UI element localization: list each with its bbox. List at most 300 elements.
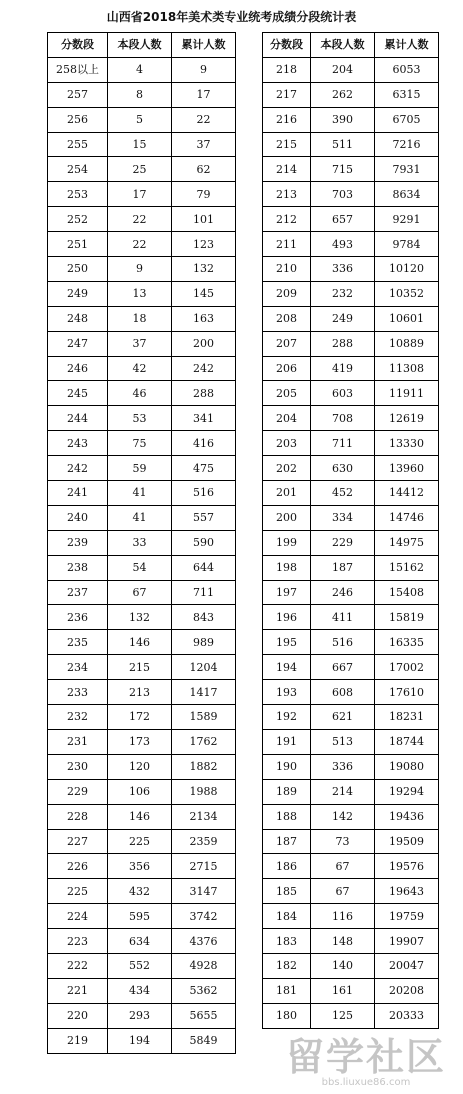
cell-score-range: 203 [263,431,311,456]
cell-cumulative-count: 2359 [172,829,236,854]
cell-segment-count: 125 [311,1003,375,1028]
cell-segment-count: 22 [108,232,172,257]
cell-score-range: 226 [48,854,108,879]
cell-score-range: 231 [48,729,108,754]
table-row [48,829,236,854]
cell-score-range: 223 [48,929,108,954]
cell-cumulative-count: 200 [172,331,236,356]
cell-score-range: 221 [48,978,108,1003]
table-row [48,729,236,754]
table-row [263,381,439,406]
cell-score-range: 212 [263,207,311,232]
cell-cumulative-count: 1988 [172,779,236,804]
cell-cumulative-count: 341 [172,406,236,431]
table-row [263,207,439,232]
table-row [48,481,236,506]
cell-cumulative-count: 416 [172,431,236,456]
table-row [48,680,236,705]
cell-cumulative-count: 711 [172,580,236,605]
cell-score-range: 224 [48,904,108,929]
cell-cumulative-count: 17002 [375,655,439,680]
cell-cumulative-count: 14412 [375,481,439,506]
cell-segment-count: 67 [311,854,375,879]
cell-cumulative-count: 19643 [375,879,439,904]
cell-score-range: 194 [263,655,311,680]
cell-segment-count: 215 [108,655,172,680]
cell-score-range: 220 [48,1003,108,1028]
table-row [48,1028,236,1053]
table-row [48,356,236,381]
table-row [48,431,236,456]
header-segment-count: 本段人数 [311,33,375,58]
cell-cumulative-count: 1762 [172,729,236,754]
cell-cumulative-count: 5362 [172,978,236,1003]
cell-segment-count: 232 [311,281,375,306]
cell-segment-count: 17 [108,182,172,207]
cell-score-range: 228 [48,804,108,829]
header-score-range: 分数段 [48,33,108,58]
table-row [263,605,439,630]
cell-score-range: 208 [263,306,311,331]
cell-score-range: 215 [263,132,311,157]
table-row [263,232,439,257]
cell-score-range: 239 [48,530,108,555]
table-header-row [48,33,236,58]
cell-cumulative-count: 1204 [172,655,236,680]
table-row [263,953,439,978]
cell-cumulative-count: 17 [172,82,236,107]
cell-cumulative-count: 644 [172,555,236,580]
cell-segment-count: 146 [108,630,172,655]
table-row [48,904,236,929]
table-row [263,630,439,655]
table-row [263,754,439,779]
cell-score-range: 229 [48,779,108,804]
cell-segment-count: 336 [311,754,375,779]
table-row [263,281,439,306]
cell-score-range: 253 [48,182,108,207]
cell-score-range: 252 [48,207,108,232]
table-row [48,207,236,232]
cell-cumulative-count: 9 [172,57,236,82]
cell-score-range: 232 [48,705,108,730]
cell-segment-count: 120 [108,754,172,779]
cell-segment-count: 334 [311,505,375,530]
cell-score-range: 199 [263,530,311,555]
cell-segment-count: 703 [311,182,375,207]
cell-segment-count: 634 [108,929,172,954]
cell-cumulative-count: 12619 [375,406,439,431]
cell-segment-count: 33 [108,530,172,555]
cell-cumulative-count: 19294 [375,779,439,804]
cell-segment-count: 67 [108,580,172,605]
cell-score-range: 184 [263,904,311,929]
cell-cumulative-count: 16335 [375,630,439,655]
cell-score-range: 210 [263,257,311,282]
cell-cumulative-count: 11308 [375,356,439,381]
cell-segment-count: 657 [311,207,375,232]
cell-cumulative-count: 18231 [375,705,439,730]
cell-segment-count: 161 [311,978,375,1003]
cell-segment-count: 106 [108,779,172,804]
cell-cumulative-count: 989 [172,630,236,655]
cell-segment-count: 53 [108,406,172,431]
table-row [48,580,236,605]
cell-segment-count: 516 [311,630,375,655]
cell-cumulative-count: 79 [172,182,236,207]
cell-cumulative-count: 20333 [375,1003,439,1028]
cell-score-range: 209 [263,281,311,306]
cell-score-range: 195 [263,630,311,655]
table-row [48,406,236,431]
cell-segment-count: 142 [311,804,375,829]
cell-segment-count: 213 [108,680,172,705]
watermark [281,1026,451,1088]
cell-cumulative-count: 7931 [375,157,439,182]
score-table-left [47,32,236,1054]
table-row [263,580,439,605]
cell-segment-count: 262 [311,82,375,107]
table-row [48,804,236,829]
cell-segment-count: 229 [311,530,375,555]
table-row [263,555,439,580]
cell-cumulative-count: 6705 [375,107,439,132]
table-row [263,1003,439,1028]
cell-score-range: 248 [48,306,108,331]
cell-segment-count: 25 [108,157,172,182]
cell-cumulative-count: 288 [172,381,236,406]
cell-cumulative-count: 19759 [375,904,439,929]
cell-score-range: 201 [263,481,311,506]
cell-score-range: 227 [48,829,108,854]
cell-cumulative-count: 6315 [375,82,439,107]
cell-segment-count: 214 [311,779,375,804]
cell-segment-count: 204 [311,57,375,82]
cell-cumulative-count: 10120 [375,257,439,282]
table-row [48,705,236,730]
table-row [263,879,439,904]
cell-segment-count: 148 [311,929,375,954]
cell-score-range: 235 [48,630,108,655]
cell-score-range: 256 [48,107,108,132]
table-row [263,929,439,954]
cell-score-range: 197 [263,580,311,605]
cell-segment-count: 194 [108,1028,172,1053]
cell-score-range: 250 [48,257,108,282]
cell-segment-count: 715 [311,157,375,182]
table-row [48,879,236,904]
cell-segment-count: 336 [311,257,375,282]
cell-score-range: 187 [263,829,311,854]
cell-segment-count: 140 [311,953,375,978]
cell-segment-count: 419 [311,356,375,381]
cell-score-range: 185 [263,879,311,904]
cell-segment-count: 41 [108,505,172,530]
cell-segment-count: 5 [108,107,172,132]
cell-segment-count: 708 [311,406,375,431]
cell-segment-count: 225 [108,829,172,854]
cell-score-range: 193 [263,680,311,705]
cell-segment-count: 630 [311,456,375,481]
header-score-range: 分数段 [263,33,311,58]
cell-cumulative-count: 101 [172,207,236,232]
cell-score-range: 241 [48,481,108,506]
watermark-text: 留学社区 [285,1035,446,1079]
cell-cumulative-count: 132 [172,257,236,282]
table-row [263,157,439,182]
cell-score-range: 200 [263,505,311,530]
cell-score-range: 202 [263,456,311,481]
table-row [48,630,236,655]
cell-score-range: 188 [263,804,311,829]
cell-cumulative-count: 18744 [375,729,439,754]
cell-score-range: 249 [48,281,108,306]
table-row [263,356,439,381]
cell-score-range: 244 [48,406,108,431]
table-row [263,306,439,331]
table-body-left [48,57,236,1053]
cell-score-range: 242 [48,456,108,481]
cell-score-range: 207 [263,331,311,356]
cell-cumulative-count: 590 [172,530,236,555]
cell-cumulative-count: 8634 [375,182,439,207]
table-row [48,530,236,555]
table-row [263,107,439,132]
table-row [263,57,439,82]
cell-segment-count: 146 [108,804,172,829]
cell-score-range: 254 [48,157,108,182]
cell-score-range: 219 [48,1028,108,1053]
cell-segment-count: 603 [311,381,375,406]
table-row [263,829,439,854]
cell-cumulative-count: 10601 [375,306,439,331]
cell-score-range: 191 [263,729,311,754]
cell-cumulative-count: 22 [172,107,236,132]
cell-segment-count: 711 [311,431,375,456]
cell-cumulative-count: 4928 [172,953,236,978]
cell-segment-count: 9 [108,257,172,282]
cell-cumulative-count: 4376 [172,929,236,954]
table-row [48,381,236,406]
table-row [48,978,236,1003]
cell-segment-count: 46 [108,381,172,406]
cell-segment-count: 246 [311,580,375,605]
cell-segment-count: 667 [311,655,375,680]
cell-segment-count: 511 [311,132,375,157]
cell-cumulative-count: 1589 [172,705,236,730]
table-row [48,854,236,879]
cell-score-range: 198 [263,555,311,580]
cell-score-range: 213 [263,182,311,207]
table-row [263,456,439,481]
table-row [263,82,439,107]
table-row [48,953,236,978]
cell-segment-count: 67 [311,879,375,904]
table-row [263,978,439,1003]
table-row [48,232,236,257]
cell-segment-count: 22 [108,207,172,232]
cell-cumulative-count: 20047 [375,953,439,978]
cell-segment-count: 493 [311,232,375,257]
table-header-row [263,33,439,58]
cell-score-range: 186 [263,854,311,879]
table-row [263,182,439,207]
cell-cumulative-count: 123 [172,232,236,257]
cell-segment-count: 15 [108,132,172,157]
cell-segment-count: 288 [311,331,375,356]
cell-segment-count: 432 [108,879,172,904]
cell-score-range: 192 [263,705,311,730]
cell-cumulative-count: 1882 [172,754,236,779]
cell-score-range: 214 [263,157,311,182]
table-row [48,257,236,282]
cell-cumulative-count: 843 [172,605,236,630]
table-row [263,132,439,157]
table-row [48,157,236,182]
cell-cumulative-count: 19576 [375,854,439,879]
table-row [48,331,236,356]
cell-cumulative-count: 163 [172,306,236,331]
cell-score-range: 211 [263,232,311,257]
cell-cumulative-count: 62 [172,157,236,182]
table-row [48,456,236,481]
cell-score-range: 237 [48,580,108,605]
cell-segment-count: 621 [311,705,375,730]
cell-score-range: 183 [263,929,311,954]
cell-cumulative-count: 20208 [375,978,439,1003]
page-title: 山西省2018年美术类专业统考成绩分段统计表 [106,10,357,24]
cell-segment-count: 411 [311,605,375,630]
cell-cumulative-count: 2715 [172,854,236,879]
cell-cumulative-count: 17610 [375,680,439,705]
watermark-url: bbs.liuxue86.com [321,1077,411,1088]
table-row [263,505,439,530]
header-cumulative-count: 累计人数 [172,33,236,58]
cell-score-range: 190 [263,754,311,779]
table-row [263,257,439,282]
cell-segment-count: 293 [108,1003,172,1028]
table-row [48,182,236,207]
cell-cumulative-count: 19509 [375,829,439,854]
cell-segment-count: 172 [108,705,172,730]
table-row [48,655,236,680]
cell-cumulative-count: 6053 [375,57,439,82]
cell-score-range: 234 [48,655,108,680]
table-row [48,1003,236,1028]
table-row [48,779,236,804]
cell-segment-count: 18 [108,306,172,331]
cell-cumulative-count: 19080 [375,754,439,779]
cell-score-range: 230 [48,754,108,779]
cell-segment-count: 513 [311,729,375,754]
table-row [263,481,439,506]
table-row [48,929,236,954]
table-row [48,505,236,530]
table-row [263,804,439,829]
cell-score-range: 196 [263,605,311,630]
table-row [263,431,439,456]
cell-score-range: 251 [48,232,108,257]
cell-segment-count: 452 [311,481,375,506]
cell-segment-count: 173 [108,729,172,754]
table-row [263,530,439,555]
cell-segment-count: 116 [311,904,375,929]
table-row [48,754,236,779]
table-row [48,306,236,331]
cell-score-range: 258以上 [48,57,108,82]
cell-score-range: 204 [263,406,311,431]
table-row [48,605,236,630]
cell-segment-count: 132 [108,605,172,630]
cell-score-range: 238 [48,555,108,580]
cell-cumulative-count: 9784 [375,232,439,257]
cell-score-range: 245 [48,381,108,406]
table-row [263,779,439,804]
cell-cumulative-count: 10352 [375,281,439,306]
cell-cumulative-count: 9291 [375,207,439,232]
cell-cumulative-count: 14975 [375,530,439,555]
cell-score-range: 240 [48,505,108,530]
cell-cumulative-count: 10889 [375,331,439,356]
cell-cumulative-count: 11911 [375,381,439,406]
cell-segment-count: 59 [108,456,172,481]
cell-score-range: 236 [48,605,108,630]
table-row [263,655,439,680]
table-row [263,904,439,929]
cell-segment-count: 8 [108,82,172,107]
cell-segment-count: 187 [311,555,375,580]
table-row [263,406,439,431]
cell-score-range: 181 [263,978,311,1003]
cell-segment-count: 356 [108,854,172,879]
table-body-right [263,57,439,1028]
cell-score-range: 222 [48,953,108,978]
cell-segment-count: 42 [108,356,172,381]
table-row [263,331,439,356]
table-row [48,107,236,132]
cell-cumulative-count: 5849 [172,1028,236,1053]
cell-cumulative-count: 516 [172,481,236,506]
cell-score-range: 233 [48,680,108,705]
cell-segment-count: 595 [108,904,172,929]
cell-cumulative-count: 1417 [172,680,236,705]
cell-segment-count: 13 [108,281,172,306]
cell-segment-count: 37 [108,331,172,356]
cell-score-range: 246 [48,356,108,381]
cell-score-range: 189 [263,779,311,804]
table-row [48,57,236,82]
cell-segment-count: 552 [108,953,172,978]
table-row [263,680,439,705]
cell-cumulative-count: 557 [172,505,236,530]
cell-segment-count: 249 [311,306,375,331]
cell-cumulative-count: 5655 [172,1003,236,1028]
cell-cumulative-count: 7216 [375,132,439,157]
cell-score-range: 180 [263,1003,311,1028]
cell-segment-count: 41 [108,481,172,506]
cell-score-range: 218 [263,57,311,82]
cell-segment-count: 4 [108,57,172,82]
table-row [263,729,439,754]
cell-score-range: 243 [48,431,108,456]
cell-cumulative-count: 15408 [375,580,439,605]
cell-segment-count: 73 [311,829,375,854]
table-row [48,132,236,157]
score-table-right [262,32,439,1029]
cell-cumulative-count: 3147 [172,879,236,904]
cell-cumulative-count: 2134 [172,804,236,829]
cell-segment-count: 75 [108,431,172,456]
